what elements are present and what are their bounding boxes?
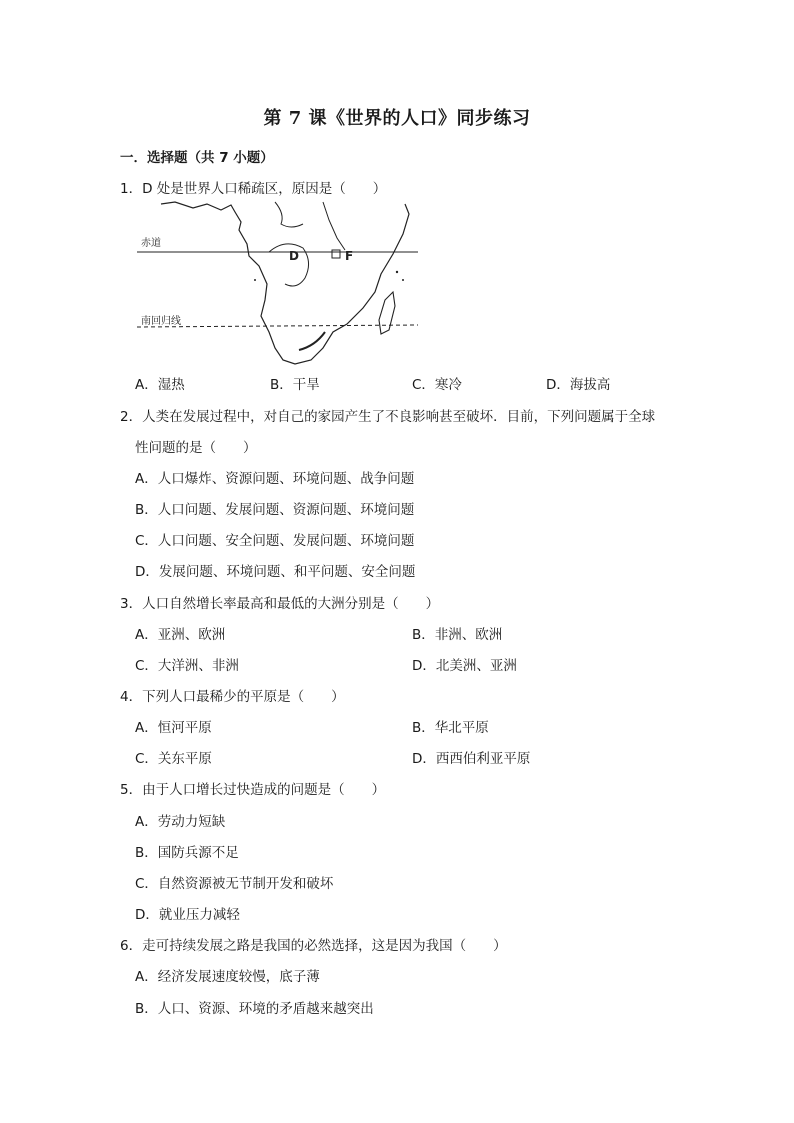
question-6-stem: 6．走可持续发展之路是我国的必然选择，这是因为我国（ ） xyxy=(120,938,507,954)
q1-option-c[interactable]: C．寒冷 xyxy=(412,377,462,393)
q2-option-d[interactable]: D．发展问题、环境问题、和平问题、安全问题 xyxy=(135,564,416,580)
q3-option-c[interactable]: C．大洋洲、非洲 xyxy=(135,658,239,674)
red-sea-coast xyxy=(323,202,345,250)
tropic-label: 南回归线 xyxy=(141,316,181,327)
island-dot xyxy=(396,271,398,273)
point-f-label: F xyxy=(345,249,354,263)
question-1-stem: 1．D 处是世界人口稀疏区，原因是（ ） xyxy=(120,181,387,197)
q3-option-d[interactable]: D．北美洲、亚洲 xyxy=(412,658,517,674)
question-4-stem: 4．下列人口最稀少的平原是（ ） xyxy=(120,689,345,705)
point-d-label: D xyxy=(289,249,299,263)
q3-option-b[interactable]: B．非洲、欧洲 xyxy=(412,627,503,643)
q1-option-d[interactable]: D．海拔高 xyxy=(546,377,611,393)
island-dot xyxy=(402,279,404,281)
south-current xyxy=(299,332,325,350)
q5-option-b[interactable]: B．国防兵源不足 xyxy=(135,845,239,861)
page-title: 第 7 课《世界的人口》同步练习 xyxy=(263,108,531,129)
madagascar-island xyxy=(379,292,395,334)
lake-marker xyxy=(332,250,340,258)
q5-option-a[interactable]: A．劳动力短缺 xyxy=(135,814,226,830)
q4-option-d[interactable]: D．西西伯利亚平原 xyxy=(412,751,531,767)
question-2-stem-cont: 性问题的是（ ） xyxy=(135,440,257,456)
q4-option-a[interactable]: A．恒河平原 xyxy=(135,720,212,736)
question-2-stem: 2．人类在发展过程中，对自己的家园产生了不良影响甚至破坏．目前，下列问题属于全球 xyxy=(120,409,656,425)
q2-option-c[interactable]: C．人口问题、安全问题、发展问题、环境问题 xyxy=(135,533,415,549)
q6-option-a[interactable]: A．经济发展速度较慢，底子薄 xyxy=(135,969,320,985)
question-5-stem: 5．由于人口增长过快造成的问题是（ ） xyxy=(120,782,386,798)
q4-option-c[interactable]: C．关东平原 xyxy=(135,751,212,767)
section-heading: 一．选择题（共 7 小题） xyxy=(120,150,274,166)
q4-option-b[interactable]: B．华北平原 xyxy=(412,720,489,736)
q2-option-a[interactable]: A．人口爆炸、资源问题、环境问题、战争问题 xyxy=(135,471,415,487)
q5-option-d[interactable]: D．就业压力减轻 xyxy=(135,907,240,923)
island-dot xyxy=(254,279,256,281)
q3-option-a[interactable]: A．亚洲、欧洲 xyxy=(135,627,226,643)
north-coast xyxy=(275,202,303,227)
q2-option-b[interactable]: B．人口问题、发展问题、资源问题、环境问题 xyxy=(135,502,415,518)
q1-option-a[interactable]: A．湿热 xyxy=(135,377,185,393)
q5-option-c[interactable]: C．自然资源被无节制开发和破坏 xyxy=(135,876,334,892)
q6-option-b[interactable]: B．人口、资源、环境的矛盾越来越突出 xyxy=(135,1001,374,1017)
equator-label: 赤道 xyxy=(141,238,161,249)
africa-map xyxy=(135,200,420,366)
q1-option-b[interactable]: B．干旱 xyxy=(270,377,320,393)
question-3-stem: 3．人口自然增长率最高和最低的大洲分别是（ ） xyxy=(120,596,440,612)
